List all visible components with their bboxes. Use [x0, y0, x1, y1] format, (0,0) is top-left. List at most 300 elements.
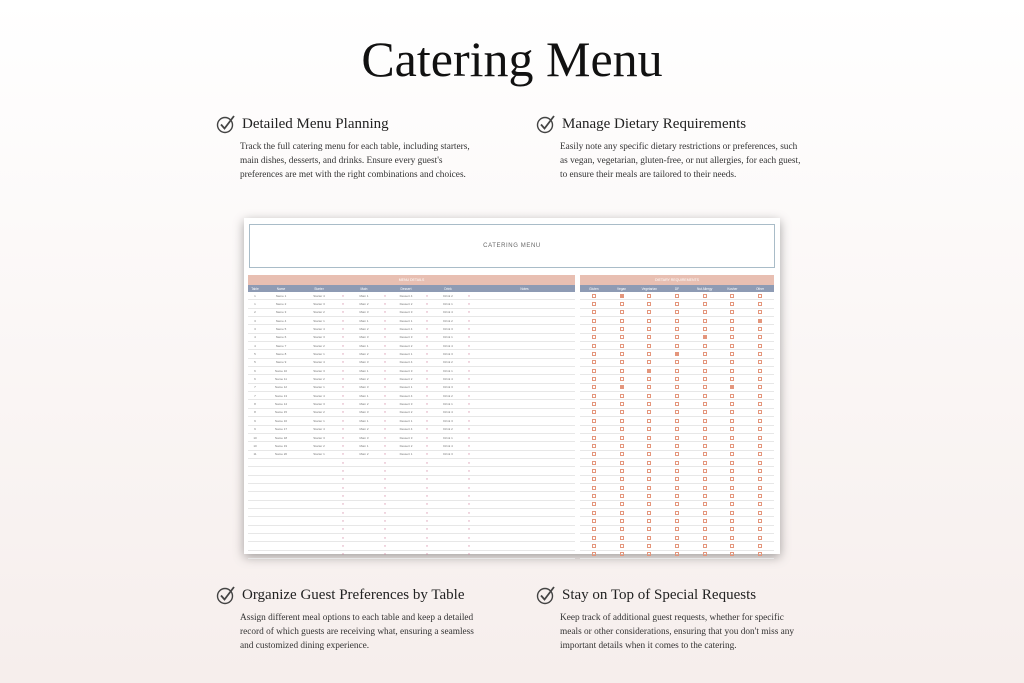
checkbox[interactable] [647, 419, 651, 423]
checkbox[interactable] [730, 502, 734, 506]
table-cell[interactable] [348, 492, 380, 499]
checkbox[interactable] [703, 511, 707, 515]
dropdown-arrow-icon[interactable]: ▾ [342, 360, 344, 365]
checkbox[interactable] [647, 494, 651, 498]
table-cell[interactable] [300, 551, 338, 558]
table-cell[interactable] [432, 534, 464, 541]
table-cell[interactable]: Main 3 [359, 410, 369, 415]
dropdown-arrow-icon[interactable]: ▾ [384, 468, 386, 473]
checkbox[interactable] [758, 527, 762, 531]
dropdown-arrow-icon[interactable]: ▾ [384, 435, 386, 440]
checkbox[interactable] [592, 352, 596, 356]
table-cell[interactable] [474, 459, 575, 466]
checkbox[interactable] [703, 335, 707, 339]
table-cell[interactable] [474, 334, 575, 341]
dropdown-arrow-icon[interactable]: ▾ [426, 418, 428, 423]
checkbox[interactable] [647, 410, 651, 414]
table-cell[interactable] [262, 484, 300, 491]
table-cell[interactable]: Drink 4 [443, 310, 453, 315]
checkbox[interactable] [675, 352, 679, 356]
checkbox[interactable] [758, 511, 762, 515]
dropdown-arrow-icon[interactable]: ▾ [426, 510, 428, 515]
dropdown-arrow-icon[interactable]: ▾ [384, 310, 386, 315]
checkbox[interactable] [592, 436, 596, 440]
table-cell[interactable]: Name 19 [274, 443, 288, 448]
table-cell[interactable]: Name 20 [274, 452, 288, 457]
dropdown-arrow-icon[interactable]: ▾ [342, 460, 344, 465]
checkbox[interactable] [730, 352, 734, 356]
table-cell[interactable]: Drink 1 [443, 368, 453, 373]
table-cell[interactable] [348, 484, 380, 491]
checkbox[interactable] [620, 377, 624, 381]
table-cell[interactable] [474, 392, 575, 399]
table-cell[interactable]: Name 8 [275, 352, 287, 357]
table-cell[interactable]: Main 2 [359, 352, 369, 357]
checkbox[interactable] [703, 502, 707, 506]
table-cell[interactable]: 3 [254, 318, 256, 323]
checkbox[interactable] [620, 511, 624, 515]
checkbox[interactable] [675, 319, 679, 323]
dropdown-arrow-icon[interactable]: ▾ [426, 477, 428, 482]
table-cell[interactable]: Drink 4 [443, 343, 453, 348]
checkbox[interactable] [703, 327, 707, 331]
table-cell[interactable]: Dessert 2 [399, 343, 413, 348]
table-cell[interactable]: Main 2 [359, 377, 369, 382]
checkbox[interactable] [758, 369, 762, 373]
dropdown-arrow-icon[interactable]: ▾ [342, 385, 344, 390]
checkbox[interactable] [592, 369, 596, 373]
checkbox[interactable] [647, 527, 651, 531]
table-cell[interactable]: 2 [254, 310, 256, 315]
checkbox[interactable] [592, 519, 596, 523]
dropdown-arrow-icon[interactable]: ▾ [468, 418, 470, 423]
checkbox[interactable] [620, 519, 624, 523]
checkbox[interactable] [620, 410, 624, 414]
table-cell[interactable] [432, 476, 464, 483]
table-cell[interactable]: 10 [253, 435, 257, 440]
table-cell[interactable]: Name 11 [275, 377, 287, 382]
checkbox[interactable] [758, 319, 762, 323]
checkbox[interactable] [730, 552, 734, 556]
dropdown-arrow-icon[interactable]: ▾ [468, 443, 470, 448]
table-cell[interactable] [262, 492, 300, 499]
checkbox[interactable] [758, 444, 762, 448]
checkbox[interactable] [675, 360, 679, 364]
table-cell[interactable]: Name 9 [275, 360, 287, 365]
dropdown-arrow-icon[interactable]: ▾ [468, 552, 470, 557]
checkbox[interactable] [758, 519, 762, 523]
table-cell[interactable] [432, 517, 464, 524]
checkbox[interactable] [758, 502, 762, 506]
table-cell[interactable] [248, 484, 262, 491]
checkbox[interactable] [675, 477, 679, 481]
table-cell[interactable]: Dessert 2 [399, 302, 413, 307]
checkbox[interactable] [758, 402, 762, 406]
table-cell[interactable]: 9 [254, 418, 256, 423]
table-cell[interactable] [474, 509, 575, 516]
table-cell[interactable] [474, 501, 575, 508]
dropdown-arrow-icon[interactable]: ▾ [342, 510, 344, 515]
checkbox[interactable] [620, 302, 624, 306]
checkbox[interactable] [620, 494, 624, 498]
table-cell[interactable]: Starter 4 [313, 293, 325, 298]
checkbox[interactable] [703, 294, 707, 298]
table-cell[interactable] [474, 292, 575, 299]
table-cell[interactable] [300, 534, 338, 541]
checkbox[interactable] [592, 410, 596, 414]
dropdown-arrow-icon[interactable]: ▾ [426, 402, 428, 407]
checkbox[interactable] [758, 477, 762, 481]
dropdown-arrow-icon[interactable]: ▾ [384, 518, 386, 523]
checkbox[interactable] [703, 394, 707, 398]
dropdown-arrow-icon[interactable]: ▾ [384, 402, 386, 407]
table-cell[interactable] [348, 517, 380, 524]
checkbox[interactable] [703, 385, 707, 389]
table-cell[interactable] [390, 501, 422, 508]
checkbox[interactable] [647, 402, 651, 406]
checkbox[interactable] [730, 344, 734, 348]
dropdown-arrow-icon[interactable]: ▾ [468, 368, 470, 373]
dropdown-arrow-icon[interactable]: ▾ [384, 360, 386, 365]
table-cell[interactable]: Starter 4 [313, 327, 325, 332]
table-cell[interactable]: Drink 3 [443, 352, 453, 357]
checkbox[interactable] [730, 527, 734, 531]
checkbox[interactable] [647, 552, 651, 556]
table-cell[interactable]: Drink 3 [443, 452, 453, 457]
dropdown-arrow-icon[interactable]: ▾ [468, 343, 470, 348]
table-cell[interactable]: Dessert 2 [399, 377, 413, 382]
table-cell[interactable] [248, 476, 262, 483]
table-cell[interactable] [474, 359, 575, 366]
checkbox[interactable] [758, 461, 762, 465]
table-cell[interactable]: Drink 2 [443, 427, 453, 432]
checkbox[interactable] [758, 544, 762, 548]
table-cell[interactable]: Drink 4 [443, 377, 453, 382]
dropdown-arrow-icon[interactable]: ▾ [468, 460, 470, 465]
checkbox[interactable] [647, 511, 651, 515]
table-cell[interactable]: Main 1 [359, 443, 369, 448]
checkbox[interactable] [620, 552, 624, 556]
dropdown-arrow-icon[interactable]: ▾ [384, 452, 386, 457]
dropdown-arrow-icon[interactable]: ▾ [468, 402, 470, 407]
dropdown-arrow-icon[interactable]: ▾ [426, 518, 428, 523]
checkbox[interactable] [758, 536, 762, 540]
table-cell[interactable]: Drink 1 [443, 335, 453, 340]
dropdown-arrow-icon[interactable]: ▾ [342, 477, 344, 482]
checkbox[interactable] [647, 352, 651, 356]
checkbox[interactable] [703, 527, 707, 531]
table-cell[interactable]: Dessert 2 [399, 443, 413, 448]
checkbox[interactable] [758, 427, 762, 431]
table-cell[interactable] [474, 467, 575, 474]
dropdown-arrow-icon[interactable]: ▾ [342, 518, 344, 523]
table-cell[interactable] [262, 459, 300, 466]
checkbox[interactable] [620, 385, 624, 389]
checkbox[interactable] [730, 494, 734, 498]
dropdown-arrow-icon[interactable]: ▾ [426, 443, 428, 448]
checkbox[interactable] [620, 502, 624, 506]
checkbox[interactable] [703, 344, 707, 348]
dropdown-arrow-icon[interactable]: ▾ [468, 335, 470, 340]
checkbox[interactable] [703, 486, 707, 490]
table-cell[interactable]: Starter 1 [313, 318, 325, 323]
table-cell[interactable]: 3 [254, 327, 256, 332]
checkbox[interactable] [620, 352, 624, 356]
table-cell[interactable] [262, 542, 300, 549]
table-cell[interactable]: Starter 1 [313, 385, 325, 390]
dropdown-arrow-icon[interactable]: ▾ [342, 310, 344, 315]
checkbox[interactable] [620, 544, 624, 548]
table-cell[interactable] [248, 467, 262, 474]
checkbox[interactable] [703, 360, 707, 364]
table-cell[interactable]: Main 2 [359, 302, 369, 307]
table-cell[interactable] [348, 476, 380, 483]
checkbox[interactable] [620, 369, 624, 373]
dropdown-arrow-icon[interactable]: ▾ [468, 493, 470, 498]
table-cell[interactable] [262, 517, 300, 524]
table-cell[interactable] [474, 526, 575, 533]
table-cell[interactable]: Drink 3 [443, 385, 453, 390]
dropdown-arrow-icon[interactable]: ▾ [384, 335, 386, 340]
table-cell[interactable]: Drink 3 [443, 418, 453, 423]
checkbox[interactable] [620, 486, 624, 490]
checkbox[interactable] [592, 427, 596, 431]
dropdown-arrow-icon[interactable]: ▾ [342, 485, 344, 490]
table-cell[interactable]: 6 [254, 368, 256, 373]
table-cell[interactable]: Name 12 [274, 385, 288, 390]
table-cell[interactable]: Starter 4 [313, 427, 325, 432]
table-cell[interactable] [474, 417, 575, 424]
checkbox[interactable] [675, 410, 679, 414]
table-cell[interactable] [390, 509, 422, 516]
table-cell[interactable] [474, 517, 575, 524]
dropdown-arrow-icon[interactable]: ▾ [426, 293, 428, 298]
dropdown-arrow-icon[interactable]: ▾ [342, 410, 344, 415]
checkbox[interactable] [730, 410, 734, 414]
table-cell[interactable] [390, 484, 422, 491]
table-cell[interactable] [300, 517, 338, 524]
dropdown-arrow-icon[interactable]: ▾ [468, 477, 470, 482]
table-cell[interactable]: Main 2 [359, 452, 369, 457]
checkbox[interactable] [647, 335, 651, 339]
table-cell[interactable]: Dessert 4 [399, 327, 413, 332]
checkbox[interactable] [592, 477, 596, 481]
checkbox[interactable] [758, 377, 762, 381]
table-cell[interactable]: Main 2 [359, 327, 369, 332]
dropdown-arrow-icon[interactable]: ▾ [426, 385, 428, 390]
checkbox[interactable] [647, 344, 651, 348]
table-cell[interactable]: Dessert 3 [399, 402, 413, 407]
table-cell[interactable]: 11 [253, 452, 257, 457]
table-cell[interactable]: Name 10 [274, 368, 288, 373]
checkbox[interactable] [758, 436, 762, 440]
checkbox[interactable] [592, 502, 596, 506]
dropdown-arrow-icon[interactable]: ▾ [342, 468, 344, 473]
table-cell[interactable]: Starter 2 [313, 377, 325, 382]
dropdown-arrow-icon[interactable]: ▾ [342, 393, 344, 398]
table-cell[interactable]: Drink 1 [443, 402, 453, 407]
table-cell[interactable]: Drink 4 [443, 410, 453, 415]
checkbox[interactable] [620, 452, 624, 456]
checkbox[interactable] [675, 461, 679, 465]
checkbox[interactable] [592, 294, 596, 298]
dropdown-arrow-icon[interactable]: ▾ [342, 452, 344, 457]
checkbox[interactable] [647, 360, 651, 364]
checkbox[interactable] [620, 294, 624, 298]
checkbox[interactable] [592, 302, 596, 306]
table-cell[interactable] [390, 542, 422, 549]
table-cell[interactable]: Name 2 [275, 302, 287, 307]
checkbox[interactable] [703, 352, 707, 356]
table-cell[interactable]: Drink 1 [443, 435, 453, 440]
table-cell[interactable]: Main 3 [359, 435, 369, 440]
checkbox[interactable] [730, 511, 734, 515]
checkbox[interactable] [620, 335, 624, 339]
checkbox[interactable] [758, 419, 762, 423]
dropdown-arrow-icon[interactable]: ▾ [468, 327, 470, 332]
table-cell[interactable] [248, 492, 262, 499]
checkbox[interactable] [647, 544, 651, 548]
table-cell[interactable]: Dessert 1 [399, 452, 413, 457]
checkbox[interactable] [592, 494, 596, 498]
checkbox[interactable] [703, 319, 707, 323]
table-cell[interactable]: Name 6 [275, 335, 287, 340]
checkbox[interactable] [730, 394, 734, 398]
dropdown-arrow-icon[interactable]: ▾ [426, 302, 428, 307]
table-cell[interactable]: Main 3 [359, 385, 369, 390]
checkbox[interactable] [730, 385, 734, 389]
checkbox[interactable] [730, 444, 734, 448]
dropdown-arrow-icon[interactable]: ▾ [468, 310, 470, 315]
table-cell[interactable] [432, 542, 464, 549]
dropdown-arrow-icon[interactable]: ▾ [342, 543, 344, 548]
checkbox[interactable] [620, 344, 624, 348]
checkbox[interactable] [647, 394, 651, 398]
checkbox[interactable] [703, 377, 707, 381]
checkbox[interactable] [647, 461, 651, 465]
dropdown-arrow-icon[interactable]: ▾ [468, 452, 470, 457]
table-cell[interactable] [474, 442, 575, 449]
table-cell[interactable] [300, 501, 338, 508]
dropdown-arrow-icon[interactable]: ▾ [384, 293, 386, 298]
checkbox[interactable] [730, 377, 734, 381]
dropdown-arrow-icon[interactable]: ▾ [426, 352, 428, 357]
dropdown-arrow-icon[interactable]: ▾ [468, 485, 470, 490]
table-cell[interactable]: Starter 3 [313, 368, 325, 373]
checkbox[interactable] [647, 502, 651, 506]
dropdown-arrow-icon[interactable]: ▾ [426, 310, 428, 315]
table-cell[interactable]: Main 1 [359, 393, 369, 398]
table-cell[interactable]: Starter 4 [313, 360, 325, 365]
dropdown-arrow-icon[interactable]: ▾ [384, 552, 386, 557]
checkbox[interactable] [675, 552, 679, 556]
table-cell[interactable]: Name 1 [275, 293, 287, 298]
table-cell[interactable] [474, 534, 575, 541]
checkbox[interactable] [592, 544, 596, 548]
checkbox[interactable] [730, 335, 734, 339]
dropdown-arrow-icon[interactable]: ▾ [468, 377, 470, 382]
checkbox[interactable] [592, 552, 596, 556]
table-cell[interactable] [390, 551, 422, 558]
dropdown-arrow-icon[interactable]: ▾ [384, 485, 386, 490]
table-cell[interactable]: 5 [254, 360, 256, 365]
checkbox[interactable] [647, 294, 651, 298]
dropdown-arrow-icon[interactable]: ▾ [468, 527, 470, 532]
table-cell[interactable] [248, 501, 262, 508]
checkbox[interactable] [703, 310, 707, 314]
table-cell[interactable] [262, 551, 300, 558]
dropdown-arrow-icon[interactable]: ▾ [384, 343, 386, 348]
table-cell[interactable]: Dessert 1 [399, 352, 413, 357]
checkbox[interactable] [620, 536, 624, 540]
checkbox[interactable] [758, 410, 762, 414]
checkbox[interactable] [758, 385, 762, 389]
checkbox[interactable] [675, 385, 679, 389]
table-cell[interactable]: Drink 2 [443, 293, 453, 298]
table-cell[interactable] [432, 509, 464, 516]
checkbox[interactable] [647, 377, 651, 381]
table-cell[interactable]: Dessert 4 [399, 360, 413, 365]
table-cell[interactable]: Starter 4 [313, 393, 325, 398]
dropdown-arrow-icon[interactable]: ▾ [384, 327, 386, 332]
dropdown-arrow-icon[interactable]: ▾ [468, 410, 470, 415]
table-cell[interactable]: Name 16 [274, 418, 288, 423]
table-cell[interactable] [390, 534, 422, 541]
dropdown-arrow-icon[interactable]: ▾ [342, 435, 344, 440]
checkbox[interactable] [647, 327, 651, 331]
checkbox[interactable] [703, 369, 707, 373]
checkbox[interactable] [592, 310, 596, 314]
checkbox[interactable] [730, 302, 734, 306]
checkbox[interactable] [703, 444, 707, 448]
checkbox[interactable] [675, 519, 679, 523]
table-cell[interactable] [474, 492, 575, 499]
checkbox[interactable] [592, 377, 596, 381]
checkbox[interactable] [647, 319, 651, 323]
dropdown-arrow-icon[interactable]: ▾ [384, 527, 386, 532]
table-cell[interactable]: Dessert 3 [399, 310, 413, 315]
dropdown-arrow-icon[interactable]: ▾ [426, 343, 428, 348]
table-cell[interactable] [348, 501, 380, 508]
checkbox[interactable] [647, 436, 651, 440]
table-cell[interactable] [432, 501, 464, 508]
dropdown-arrow-icon[interactable]: ▾ [468, 318, 470, 323]
checkbox[interactable] [592, 461, 596, 465]
checkbox[interactable] [592, 452, 596, 456]
table-cell[interactable]: Main 3 [359, 335, 369, 340]
dropdown-arrow-icon[interactable]: ▾ [468, 518, 470, 523]
checkbox[interactable] [730, 469, 734, 473]
dropdown-arrow-icon[interactable]: ▾ [468, 385, 470, 390]
table-cell[interactable]: Starter 1 [313, 418, 325, 423]
checkbox[interactable] [675, 335, 679, 339]
checkbox[interactable] [592, 469, 596, 473]
dropdown-arrow-icon[interactable]: ▾ [468, 502, 470, 507]
dropdown-arrow-icon[interactable]: ▾ [384, 502, 386, 507]
dropdown-arrow-icon[interactable]: ▾ [384, 477, 386, 482]
table-cell[interactable] [474, 342, 575, 349]
dropdown-arrow-icon[interactable]: ▾ [342, 493, 344, 498]
checkbox[interactable] [592, 344, 596, 348]
table-cell[interactable]: Starter 3 [313, 302, 325, 307]
checkbox[interactable] [758, 335, 762, 339]
dropdown-arrow-icon[interactable]: ▾ [426, 452, 428, 457]
table-cell[interactable]: Dessert 1 [399, 418, 413, 423]
checkbox[interactable] [675, 511, 679, 515]
checkbox[interactable] [647, 385, 651, 389]
dropdown-arrow-icon[interactable]: ▾ [468, 393, 470, 398]
table-cell[interactable]: Dessert 3 [399, 368, 413, 373]
